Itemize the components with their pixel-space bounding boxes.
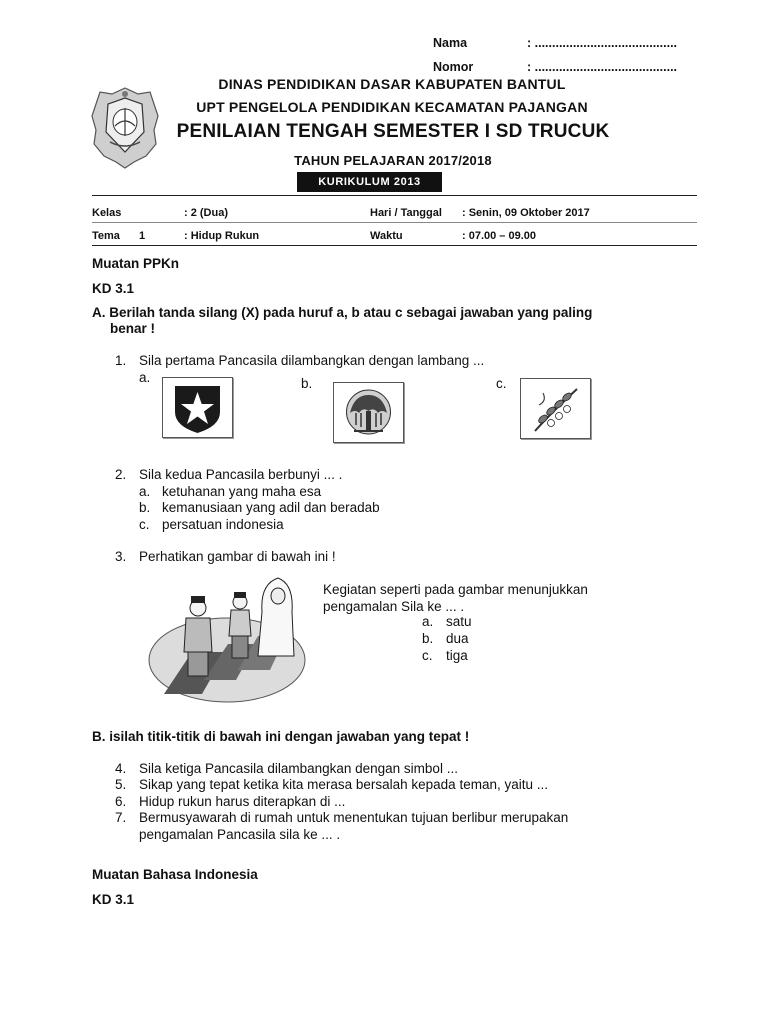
q3-text: Perhatikan gambar di bawah ini ! xyxy=(139,549,336,564)
q1-number: 1. xyxy=(115,353,127,368)
hari-value: : Senin, 09 Oktober 2017 xyxy=(462,207,590,219)
school-year: TAHUN PELAJARAN 2017/2018 xyxy=(294,153,492,168)
nama-label: Nama xyxy=(433,36,468,50)
q7-number: 7. xyxy=(115,810,127,825)
q2-option-a-letter: a. xyxy=(139,484,151,499)
q3-option-a-letter: a. xyxy=(422,614,434,629)
q2-option-c-text: persatuan indonesia xyxy=(162,517,284,532)
waktu-label: Waktu xyxy=(370,230,403,242)
tema-label: Tema xyxy=(92,230,120,242)
q2-option-a[interactable] xyxy=(139,484,322,499)
q2-option-c-letter: c. xyxy=(139,517,150,532)
kd-heading-ppkn: KD 3.1 xyxy=(92,281,135,296)
instruction-b: B. isilah titik-titik di bawah ini dengan jawaban yang tepat ! xyxy=(92,729,470,744)
q1-option-a-letter[interactable]: a. xyxy=(139,370,151,385)
q2-option-b[interactable] xyxy=(139,500,380,515)
muatan-bahasa-heading: Muatan Bahasa Indonesia xyxy=(92,867,258,882)
kelas-value: : 2 (Dua) xyxy=(184,207,228,219)
kd-heading-bahasa: KD 3.1 xyxy=(92,892,135,907)
tema-value: : Hidup Rukun xyxy=(184,230,260,242)
nama-field[interactable]: : ......................................... xyxy=(527,36,678,50)
q4-number: 4. xyxy=(115,761,127,776)
q1-option-a-star-image[interactable] xyxy=(162,377,233,438)
star-shield-icon xyxy=(163,378,232,437)
curriculum-badge: KURIKULUM 2013 xyxy=(297,172,442,192)
nomor-label: Nomor xyxy=(433,60,474,74)
waktu-value: : 07.00 – 09.00 xyxy=(462,230,537,242)
header-line-1: DINAS PENDIDIKAN DASAR KABUPATEN BANTUL xyxy=(218,76,566,92)
q2-option-a-text: ketuhanan yang maha esa xyxy=(162,484,322,499)
rice-cotton-icon xyxy=(521,379,590,438)
q7-text-continued: pengamalan Pancasila sila ke ... . xyxy=(139,827,341,842)
q3-option-b-text: dua xyxy=(446,631,469,646)
banyan-tree-icon xyxy=(334,383,403,442)
tema-number: 1 xyxy=(139,230,146,242)
q3-option-b-letter: b. xyxy=(422,631,434,646)
q3-prompt-line1: Kegiatan seperti pada gambar menunjukkan xyxy=(323,582,588,597)
instruction-a-line1: A. Berilah tanda silang (X) pada huruf a, b atau c sebagai jawaban yang paling xyxy=(92,305,593,320)
header-line-2: UPT PENGELOLA PENDIDIKAN KECAMATAN PAJANGAN xyxy=(196,99,588,115)
family-prayer-illustration xyxy=(146,572,308,704)
q3-prompt-line2: pengamalan Sila ke ... . xyxy=(323,599,465,614)
q1-option-b-banyan-image[interactable] xyxy=(333,382,404,443)
q1-option-c-letter[interactable]: c. xyxy=(496,376,507,391)
q6-text: Hidup rukun harus diterapkan di ... xyxy=(139,794,346,809)
q3-number: 3. xyxy=(115,549,127,564)
q2-option-b-text: kemanusiaan yang adil dan beradab xyxy=(162,500,380,515)
q3-option-b[interactable] xyxy=(422,631,469,646)
info-divider xyxy=(92,222,697,223)
q3-option-c-text: tiga xyxy=(446,648,468,663)
q1-text: Sila pertama Pancasila dilambangkan dengan lambang ... xyxy=(139,353,485,368)
q2-number: 2. xyxy=(115,467,127,482)
q1-option-c-rice-cotton-image[interactable] xyxy=(520,378,591,439)
nomor-field[interactable]: : ......................................... xyxy=(527,60,678,74)
muatan-ppkn-heading: Muatan PPKn xyxy=(92,256,180,271)
q5-text: Sikap yang tepat ketika kita merasa bersalah kepada teman, yaitu ... xyxy=(139,777,548,792)
q2-option-c[interactable] xyxy=(139,517,284,532)
hari-label: Hari / Tanggal xyxy=(370,207,442,219)
instruction-a-line2: benar ! xyxy=(110,321,156,336)
q5-number: 5. xyxy=(115,777,127,792)
q2-text: Sila kedua Pancasila berbunyi ... . xyxy=(139,467,343,482)
q3-option-a-text: satu xyxy=(446,614,472,629)
q4-text: Sila ketiga Pancasila dilambangkan dengan simbol ... xyxy=(139,761,458,776)
q7-text: Bermusyawarah di rumah untuk menentukan tujuan berlibur merupakan xyxy=(139,810,569,825)
info-bottom-divider xyxy=(92,245,697,246)
header-divider xyxy=(92,195,697,196)
q2-option-b-letter: b. xyxy=(139,500,151,515)
q1-option-b-letter[interactable]: b. xyxy=(301,376,313,391)
kelas-label: Kelas xyxy=(92,207,122,219)
q3-option-c[interactable] xyxy=(422,648,468,663)
q3-option-a[interactable] xyxy=(422,614,472,629)
q3-option-c-letter: c. xyxy=(422,648,433,663)
page-title: PENILAIAN TENGAH SEMESTER I SD TRUCUK xyxy=(176,121,610,142)
q6-number: 6. xyxy=(115,794,127,809)
